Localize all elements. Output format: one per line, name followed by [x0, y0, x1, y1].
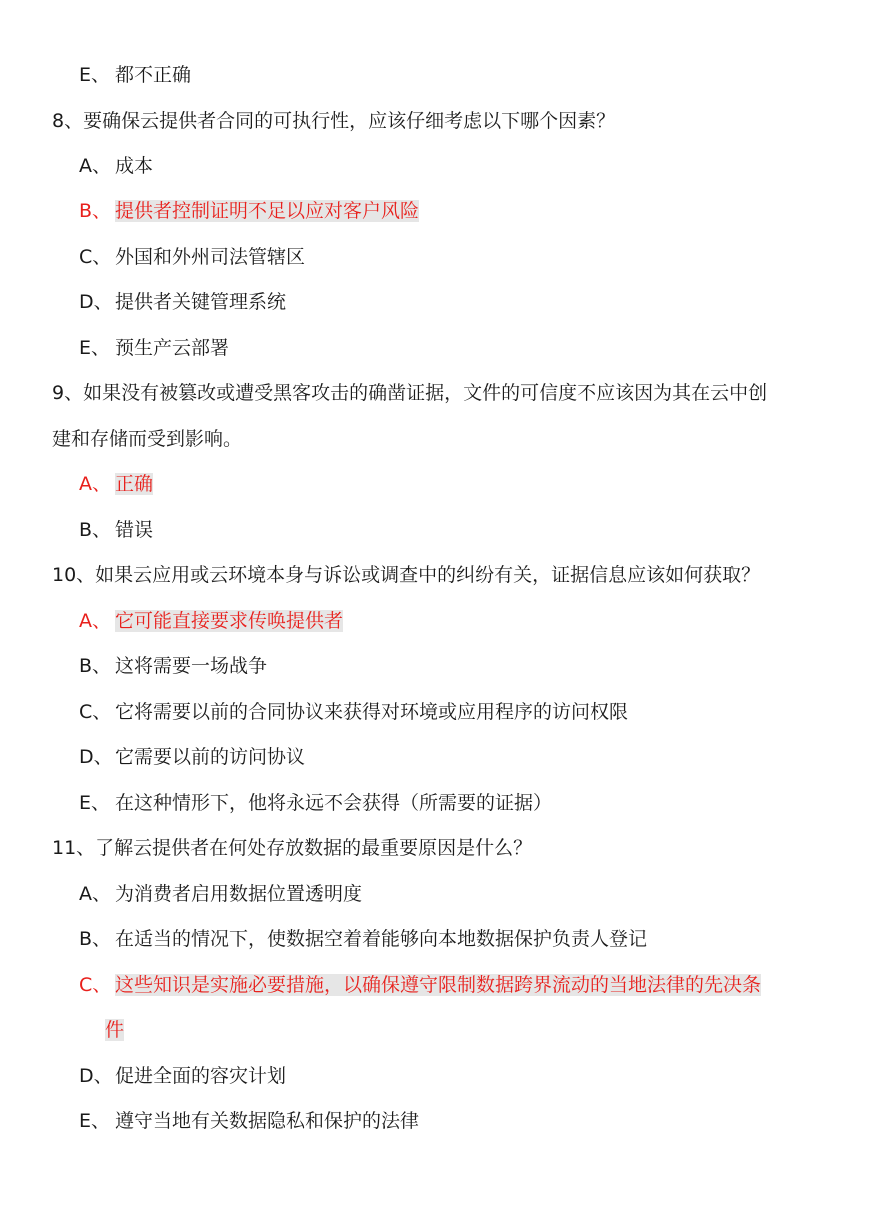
- q11-option-d: [79, 1062, 286, 1090]
- q9-option-b: [79, 516, 153, 544]
- q9-question-line2: 建和存储而受到影响。: [52, 428, 243, 450]
- q10-question: 10、如果云应用或云环境本身与诉讼或调查中的纠纷有关，证据信息应该如何获取？: [52, 564, 761, 586]
- option-letter: E、: [79, 337, 111, 359]
- q8-option-c: [79, 243, 305, 271]
- option-text: 这些知识是实施必要措施，以确保遵守限制数据跨界流动的当地法律的先决条: [115, 974, 762, 996]
- option-text: 提供者控制证明不足以应对客户风险: [115, 200, 420, 222]
- q11-option-c-correct: [79, 971, 761, 999]
- q9-option-a-correct: [79, 470, 153, 498]
- option-text: 外国和外州司法管辖区: [115, 246, 306, 268]
- option-letter: E、: [79, 1110, 111, 1132]
- q8-question: 8、要确保云提供者合同的可执行性，应该仔细考虑以下哪个因素？: [52, 110, 616, 132]
- option-text: 这将需要一场战争: [115, 655, 268, 677]
- option-letter: A、: [79, 883, 111, 905]
- option-letter: B、: [79, 655, 112, 677]
- q11-option-b: [79, 925, 647, 953]
- q8-option-e: [79, 334, 229, 362]
- option-letter: C、: [79, 974, 112, 996]
- option-text: 错误: [115, 519, 154, 541]
- q10-option-c: [79, 698, 628, 726]
- option-text: 提供者关键管理系统: [115, 291, 287, 313]
- q11-option-c-continuation: [105, 1016, 124, 1044]
- option-letter: E、: [79, 64, 111, 86]
- q11-option-a: [79, 880, 362, 908]
- option-text: 在这种情形下，他将永远不会获得（所需要的证据）: [115, 792, 553, 814]
- option-text: 遵守当地有关数据隐私和保护的法律: [115, 1110, 420, 1132]
- option-letter: C、: [79, 701, 112, 723]
- option-text: 正确: [115, 473, 154, 495]
- option-text: 预生产云部署: [115, 337, 230, 359]
- q10-option-b: [79, 652, 267, 680]
- option-text: 它可能直接要求传唤提供者: [115, 610, 344, 632]
- option-text: 都不正确: [115, 64, 192, 86]
- option-text: 成本: [115, 155, 154, 177]
- option-text: 它将需要以前的合同协议来获得对环境或应用程序的访问权限: [115, 701, 629, 723]
- option-text: 它需要以前的访问协议: [115, 746, 306, 768]
- option-text: 促进全面的容灾计划: [115, 1065, 287, 1087]
- q8-option-d: [79, 288, 286, 316]
- q10-option-e: [79, 789, 552, 817]
- option-text: 为消费者启用数据位置透明度: [115, 883, 363, 905]
- option-letter: A、: [79, 610, 111, 632]
- option-letter: D、: [79, 1065, 113, 1087]
- option-letter: A、: [79, 473, 111, 495]
- q10-option-d: [79, 743, 305, 771]
- option-text-continuation: 件: [105, 1019, 125, 1041]
- q8-option-a: [79, 152, 153, 180]
- q11-question: 11、了解云提供者在何处存放数据的最重要原因是什么？: [52, 837, 533, 859]
- q7-option-e: [79, 61, 191, 89]
- option-letter: D、: [79, 291, 113, 313]
- option-letter: B、: [79, 928, 112, 950]
- option-letter: B、: [79, 200, 112, 222]
- option-letter: D、: [79, 746, 113, 768]
- q8-option-b-correct: [79, 197, 419, 225]
- option-text: 在适当的情况下，使数据空着着能够向本地数据保护负责人登记: [115, 928, 648, 950]
- option-letter: B、: [79, 519, 112, 541]
- q11-option-e: [79, 1107, 419, 1135]
- q10-option-a-correct: [79, 607, 343, 635]
- option-letter: C、: [79, 246, 112, 268]
- q9-question-line1: 9、如果没有被篡改或遭受黑客攻击的确凿证据，文件的可信度不应该因为其在云中创: [52, 382, 768, 404]
- option-letter: A、: [79, 155, 111, 177]
- option-letter: E、: [79, 792, 111, 814]
